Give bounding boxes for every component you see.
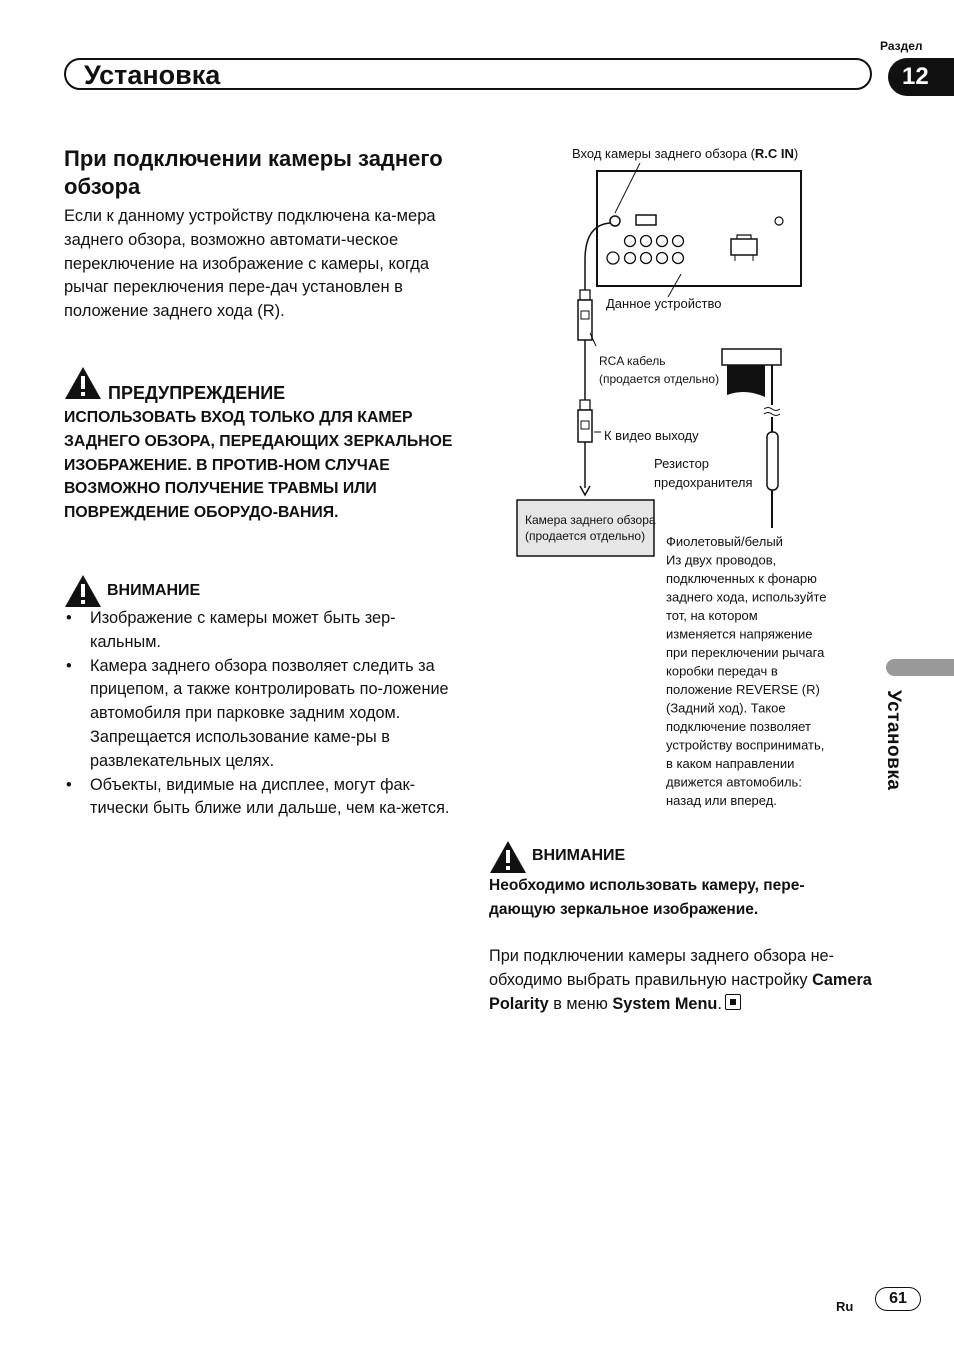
language-code: Ru (836, 1299, 854, 1314)
caution-icon (489, 840, 527, 874)
list-item: • Объекты, видимые на дисплее, могут фак-тически быть ближе или дальше, чем ка-жется. (64, 774, 454, 822)
intro-paragraph: Если к данному устройству подключена ка-мера заднего обзора, возможно автомати-ческое переключение на изображение с камеры, когда рычаг переключения пере-дач установлен в положение заднего хода (R). (64, 207, 436, 321)
warning-heading: ПРЕДУПРЕЖДЕНИЕ (108, 383, 286, 403)
svg-text:тот, на котором: тот, на котором (666, 608, 758, 623)
end-mark-icon (725, 994, 741, 1010)
unit-label: Данное устройство (606, 296, 722, 311)
rca-cable-note: (продается отдельно) (599, 372, 720, 386)
svg-text:коробки передач в: коробки передач в (666, 663, 778, 679)
camera-note: (продается отдельно) (525, 529, 646, 543)
section-label: Раздел (880, 39, 923, 53)
fuse-label-2: предохранителя (654, 475, 753, 490)
camera-box (517, 500, 654, 556)
section-heading: При подключении камеры заднего обзора (64, 146, 443, 199)
settings-note: При подключении камеры заднего обзора не-обходимо выбрать правильную настройку Camera Polarity в меню System Menu. (489, 947, 872, 1013)
fuse-label: Резистор (654, 456, 710, 471)
wire-note (666, 534, 827, 808)
side-tab-label: Установка (883, 690, 904, 791)
warning-body: ИСПОЛЬЗОВАТЬ ВХОД ТОЛЬКО ДЛЯ КАМЕР ЗАДНЕГО ОБЗОРА, ПЕРЕДАЮЩИХ ЗЕРКАЛЬНОЕ ИЗОБРАЖЕНИЕ. В ПРОТИВ-НОМ СЛУЧАЕ ВОЗМОЖНО ПОЛУЧЕНИЕ ТРАВМЫ ИЛИ ПОВРЕЖДЕНИЕ ОБОРУДО-ВАНИЯ. (64, 409, 453, 522)
svg-text:подключение позволяет: подключение позволяет (666, 719, 811, 734)
side-tab (886, 659, 954, 676)
svg-text:(Задний ход). Такое: (Задний ход). Такое (666, 700, 786, 716)
svg-text:положение REVERSE (R): положение REVERSE (R) (666, 682, 820, 697)
rc-in-label: Вход камеры заднего обзора (R.C IN) (572, 146, 799, 161)
page-number: 61 (875, 1287, 921, 1311)
svg-text:в каком направлении: в каком направлении (666, 756, 795, 771)
camera-polarity-term: Camera Polarity (489, 970, 872, 1013)
caution-heading: ВНИМАНИЕ (107, 582, 201, 599)
caution-body: Необходимо использовать камеру, пере-дающую зеркальное изображение. (489, 877, 805, 918)
svg-text:заднего хода, используйте: заднего хода, используйте (666, 589, 827, 605)
svg-text:подключенных к фонарю: подключенных к фонарю (666, 571, 817, 586)
section-number-badge: 12 (888, 58, 954, 96)
svg-text:движется автомобиль:: движется автомобиль: (666, 774, 802, 790)
svg-text:Из двух проводов,: Из двух проводов, (666, 552, 777, 568)
rca-cable-label: RCA кабель (599, 354, 666, 368)
svg-text:назад или вперед.: назад или вперед. (666, 793, 777, 808)
video-out-label: К видео выходу (604, 428, 699, 443)
system-menu-term: System Menu (612, 994, 718, 1013)
svg-text:Фиолетовый/белый: Фиолетовый/белый (666, 534, 783, 549)
page-title: Установка (84, 60, 221, 90)
svg-text:при переключении рычага: при переключении рычага (666, 645, 825, 660)
svg-text:устройству воспринимать,: устройству воспринимать, (666, 737, 825, 753)
svg-text:изменяется напряжение: изменяется напряжение (666, 626, 813, 642)
caution-heading: ВНИМАНИЕ (532, 847, 626, 864)
camera-label: Камера заднего обзора (525, 513, 656, 527)
list-item: • Изображение с камеры может быть зер-кальным. (64, 607, 454, 655)
list-item: • Камера заднего обзора позволяет следить за прицепом, а также контролировать по-ложение автомобиля при парковке задним ходом. Запрещается использование каме-ры в развлекательных целях. (64, 655, 454, 774)
